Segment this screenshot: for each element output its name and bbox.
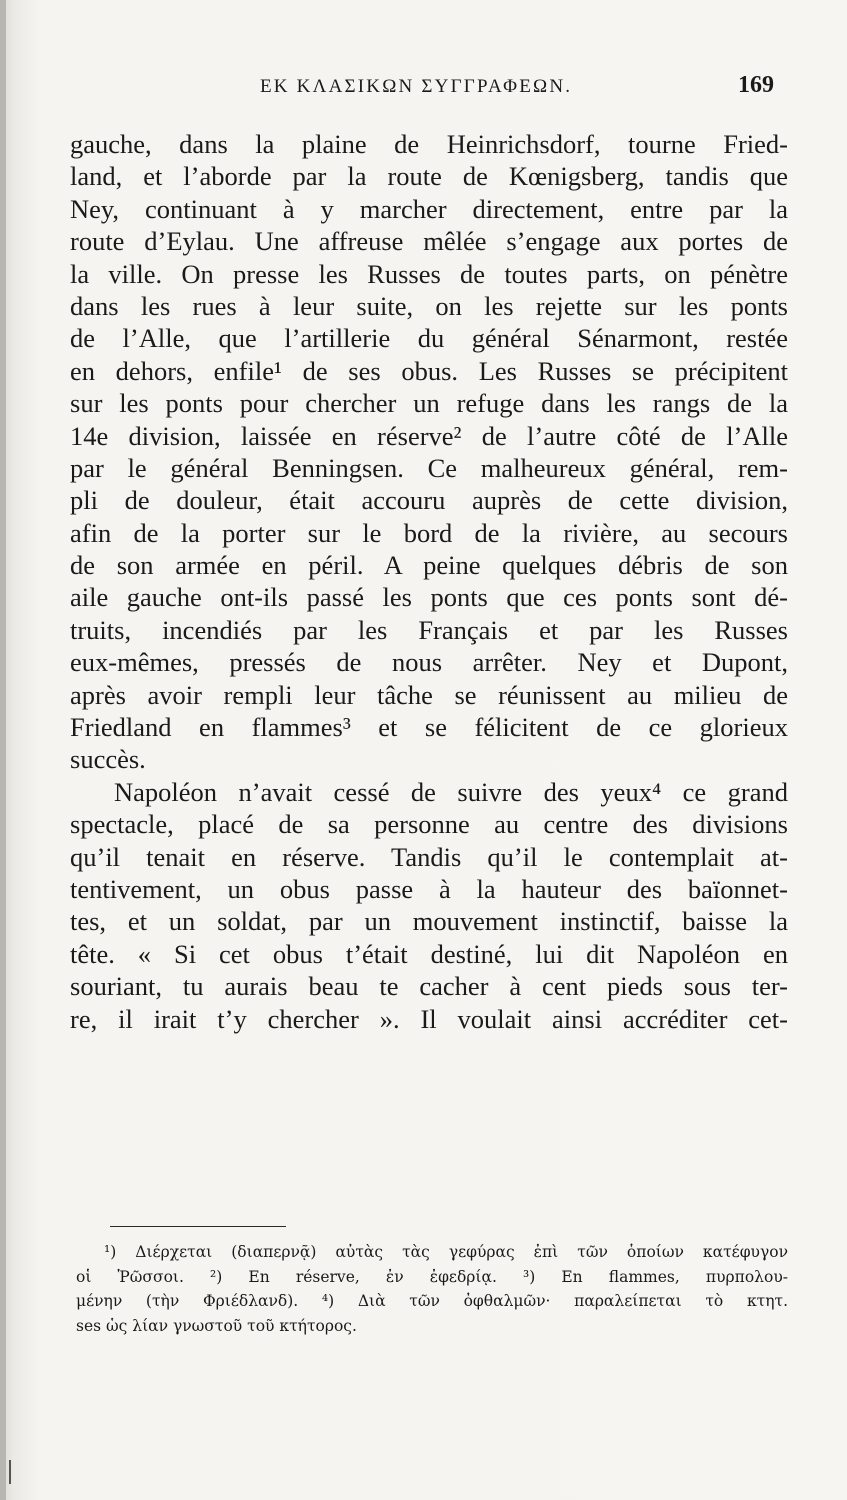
text-line: re, il irait t’y chercher ». Il voulait ainsi accréditer cet-	[70, 1003, 788, 1034]
text-line: tes, et un soldat, par un mouvement instinctif, baisse la	[70, 906, 788, 937]
text-line: après avoir rempli leur tâche se réunissent au milieu de	[70, 679, 788, 710]
text-line: de son armée en péril. A peine quelques débris de son	[70, 550, 788, 581]
text-line: route d’Eylau. Une affreuse mêlée s’engage aux portes de	[70, 226, 788, 257]
footnote-line: ¹) Διέρχεται (διαπερνᾷ) αὐτὰς τὰς γεφύρας ἐπὶ τῶν ὁποίων κατέφυγον	[104, 1243, 788, 1261]
footnotes	[76, 1240, 788, 1338]
paragraph-start-line: Napoléon n’avait cessé de suivre des yeux⁴ ce grand	[114, 776, 788, 807]
text-line: afin de la porter sur le bord de la rivière, au secours	[70, 517, 788, 548]
page-number: 169	[738, 72, 774, 98]
text-line: 14e division, laissée en réserve² de l’autre côté de l’Alle	[70, 420, 788, 451]
footnote-line: ses ὡς λίαν γνωστοῦ τοῦ κτήτορος.	[76, 1316, 357, 1335]
footnote-line: μένην (τὴν Φριέδλανδ). ⁴) Διὰ τῶν ὀφθαλμῶν· παραλείπεται τὸ κτητ.	[76, 1292, 788, 1310]
text-line: la ville. On presse les Russes de toutes parts, on pénètre	[70, 258, 788, 289]
text-line: sur les ponts pour chercher un refuge dans les rangs de la	[70, 388, 788, 419]
text-line: eux-mêmes, pressés de nous arrêter. Ney et Dupont,	[70, 647, 788, 678]
text-line: dans les rues à leur suite, on les rejette sur les ponts	[70, 290, 788, 321]
page-header	[78, 72, 788, 106]
text-line: de l’Alle, que l’artillerie du général Sénarmont, restée	[70, 323, 788, 354]
text-line: Ney, continuant à y marcher directement, entre par la	[70, 193, 788, 224]
text-line: Friedland en flammes³ et se félicitent de ce glorieux	[70, 712, 788, 743]
text-line: spectacle, placé de sa personne au centre des divisions	[70, 809, 788, 840]
text-line: tentivement, un obus passe à la hauteur des baïonnet-	[70, 873, 788, 904]
footnote-divider	[110, 1226, 286, 1227]
running-head: ΕΚ ΚΛΑΣΙΚΩΝ ΣΥΓΓΡΑΦΕΩΝ.	[260, 76, 573, 97]
text-line: par le général Benningsen. Ce malheureux général, rem-	[70, 452, 788, 483]
text-line: aile gauche ont-ils passé les ponts que ces ponts sont dé-	[70, 582, 788, 613]
text-line: land, et l’aborde par la route de Kœnigsberg, tandis que	[70, 161, 788, 192]
margin-mark	[9, 1460, 11, 1484]
footnote-line: οἱ Ῥῶσσοι. ²) En réserve, ἐν ἐφεδρίᾳ. ³) En flammes, πυρπολου-	[76, 1267, 788, 1286]
text-line: tête. « Si cet obus t’était destiné, lui dit Napoléon en	[70, 938, 788, 969]
binding-edge	[0, 0, 6, 1500]
paragraph-end-line: succès.	[70, 744, 146, 775]
text-line: qu’il tenait en réserve. Tandis qu’il le contemplait at-	[70, 841, 788, 872]
text-line: truits, incendiés par les Français et par les Russes	[70, 614, 788, 645]
text-line: pli de douleur, était accouru auprès de cette division,	[70, 485, 788, 516]
text-line: souriant, tu aurais beau te cacher à cent pieds sous ter-	[70, 971, 788, 1002]
text-line: en dehors, enfile¹ de ses obus. Les Russes se précipitent	[70, 355, 788, 386]
text-line: gauche, dans la plaine de Heinrichsdorf, tourne Fried-	[70, 129, 788, 159]
body-text	[70, 128, 788, 1035]
